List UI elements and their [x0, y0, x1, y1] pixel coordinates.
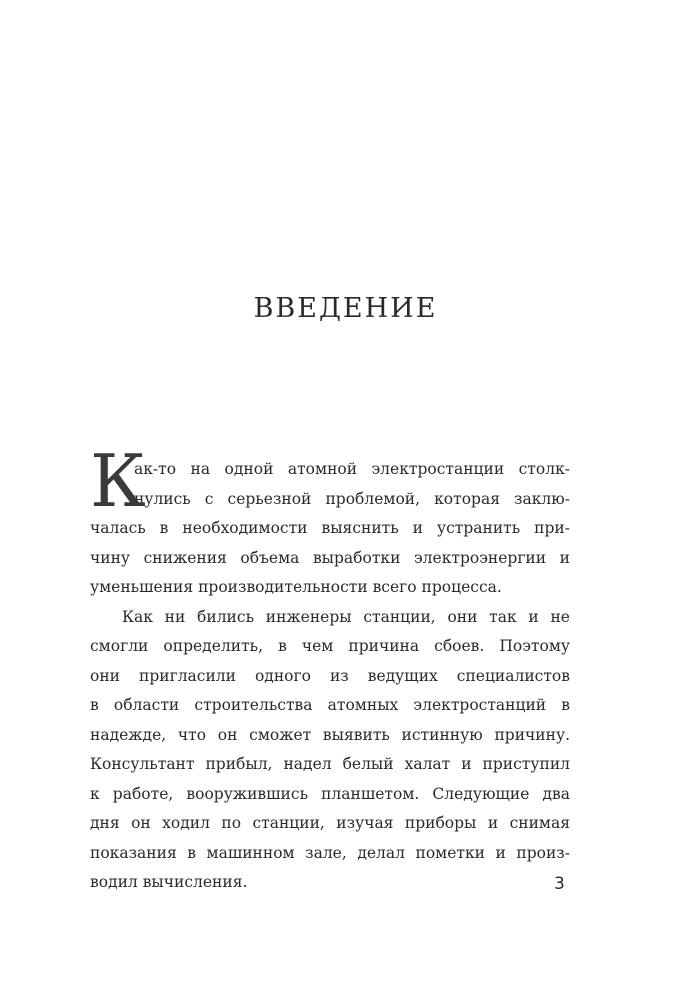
text-line: к работе, вооружившись планшетом. Следующие два: [90, 784, 570, 803]
text-line: нулись с серьезной проблемой, которая заклю-: [134, 489, 570, 508]
text-line: ак-то на одной атомной электростанции столк-: [134, 460, 570, 478]
text-line: чалась в необходимости выяснить и устранить при-: [90, 519, 570, 537]
text-line: Консультант прибыл, надел белый халат и приступил: [90, 755, 570, 773]
text-line: дня он ходил по станции, изучая приборы и снимая: [90, 814, 570, 832]
text-line: надежде, что он сможет выявить истинную причину.: [90, 725, 570, 744]
text-line: в области строительства атомных электростанций в: [90, 696, 570, 714]
text-line: чину снижения объема выработки электроэнергии и: [90, 548, 570, 567]
text-line: показания в машинном зале, делал пометки и произ-: [90, 843, 570, 862]
text-line: водил вычисления.: [90, 873, 248, 891]
text-line: Как ни бились инженеры станции, они так и не: [122, 607, 570, 626]
text-line: уменьшения производительности всего процесса.: [90, 578, 502, 596]
chapter-title: ВВЕДЕНИЕ: [253, 293, 438, 324]
text-line: они пригласили одного из ведущих специалистов: [90, 666, 570, 685]
drop-cap: К: [90, 439, 146, 523]
body-text: [90, 439, 570, 898]
text-line: смогли определить, в чем причина сбоев. Поэтому: [90, 637, 570, 655]
page-number: 3: [554, 874, 565, 894]
